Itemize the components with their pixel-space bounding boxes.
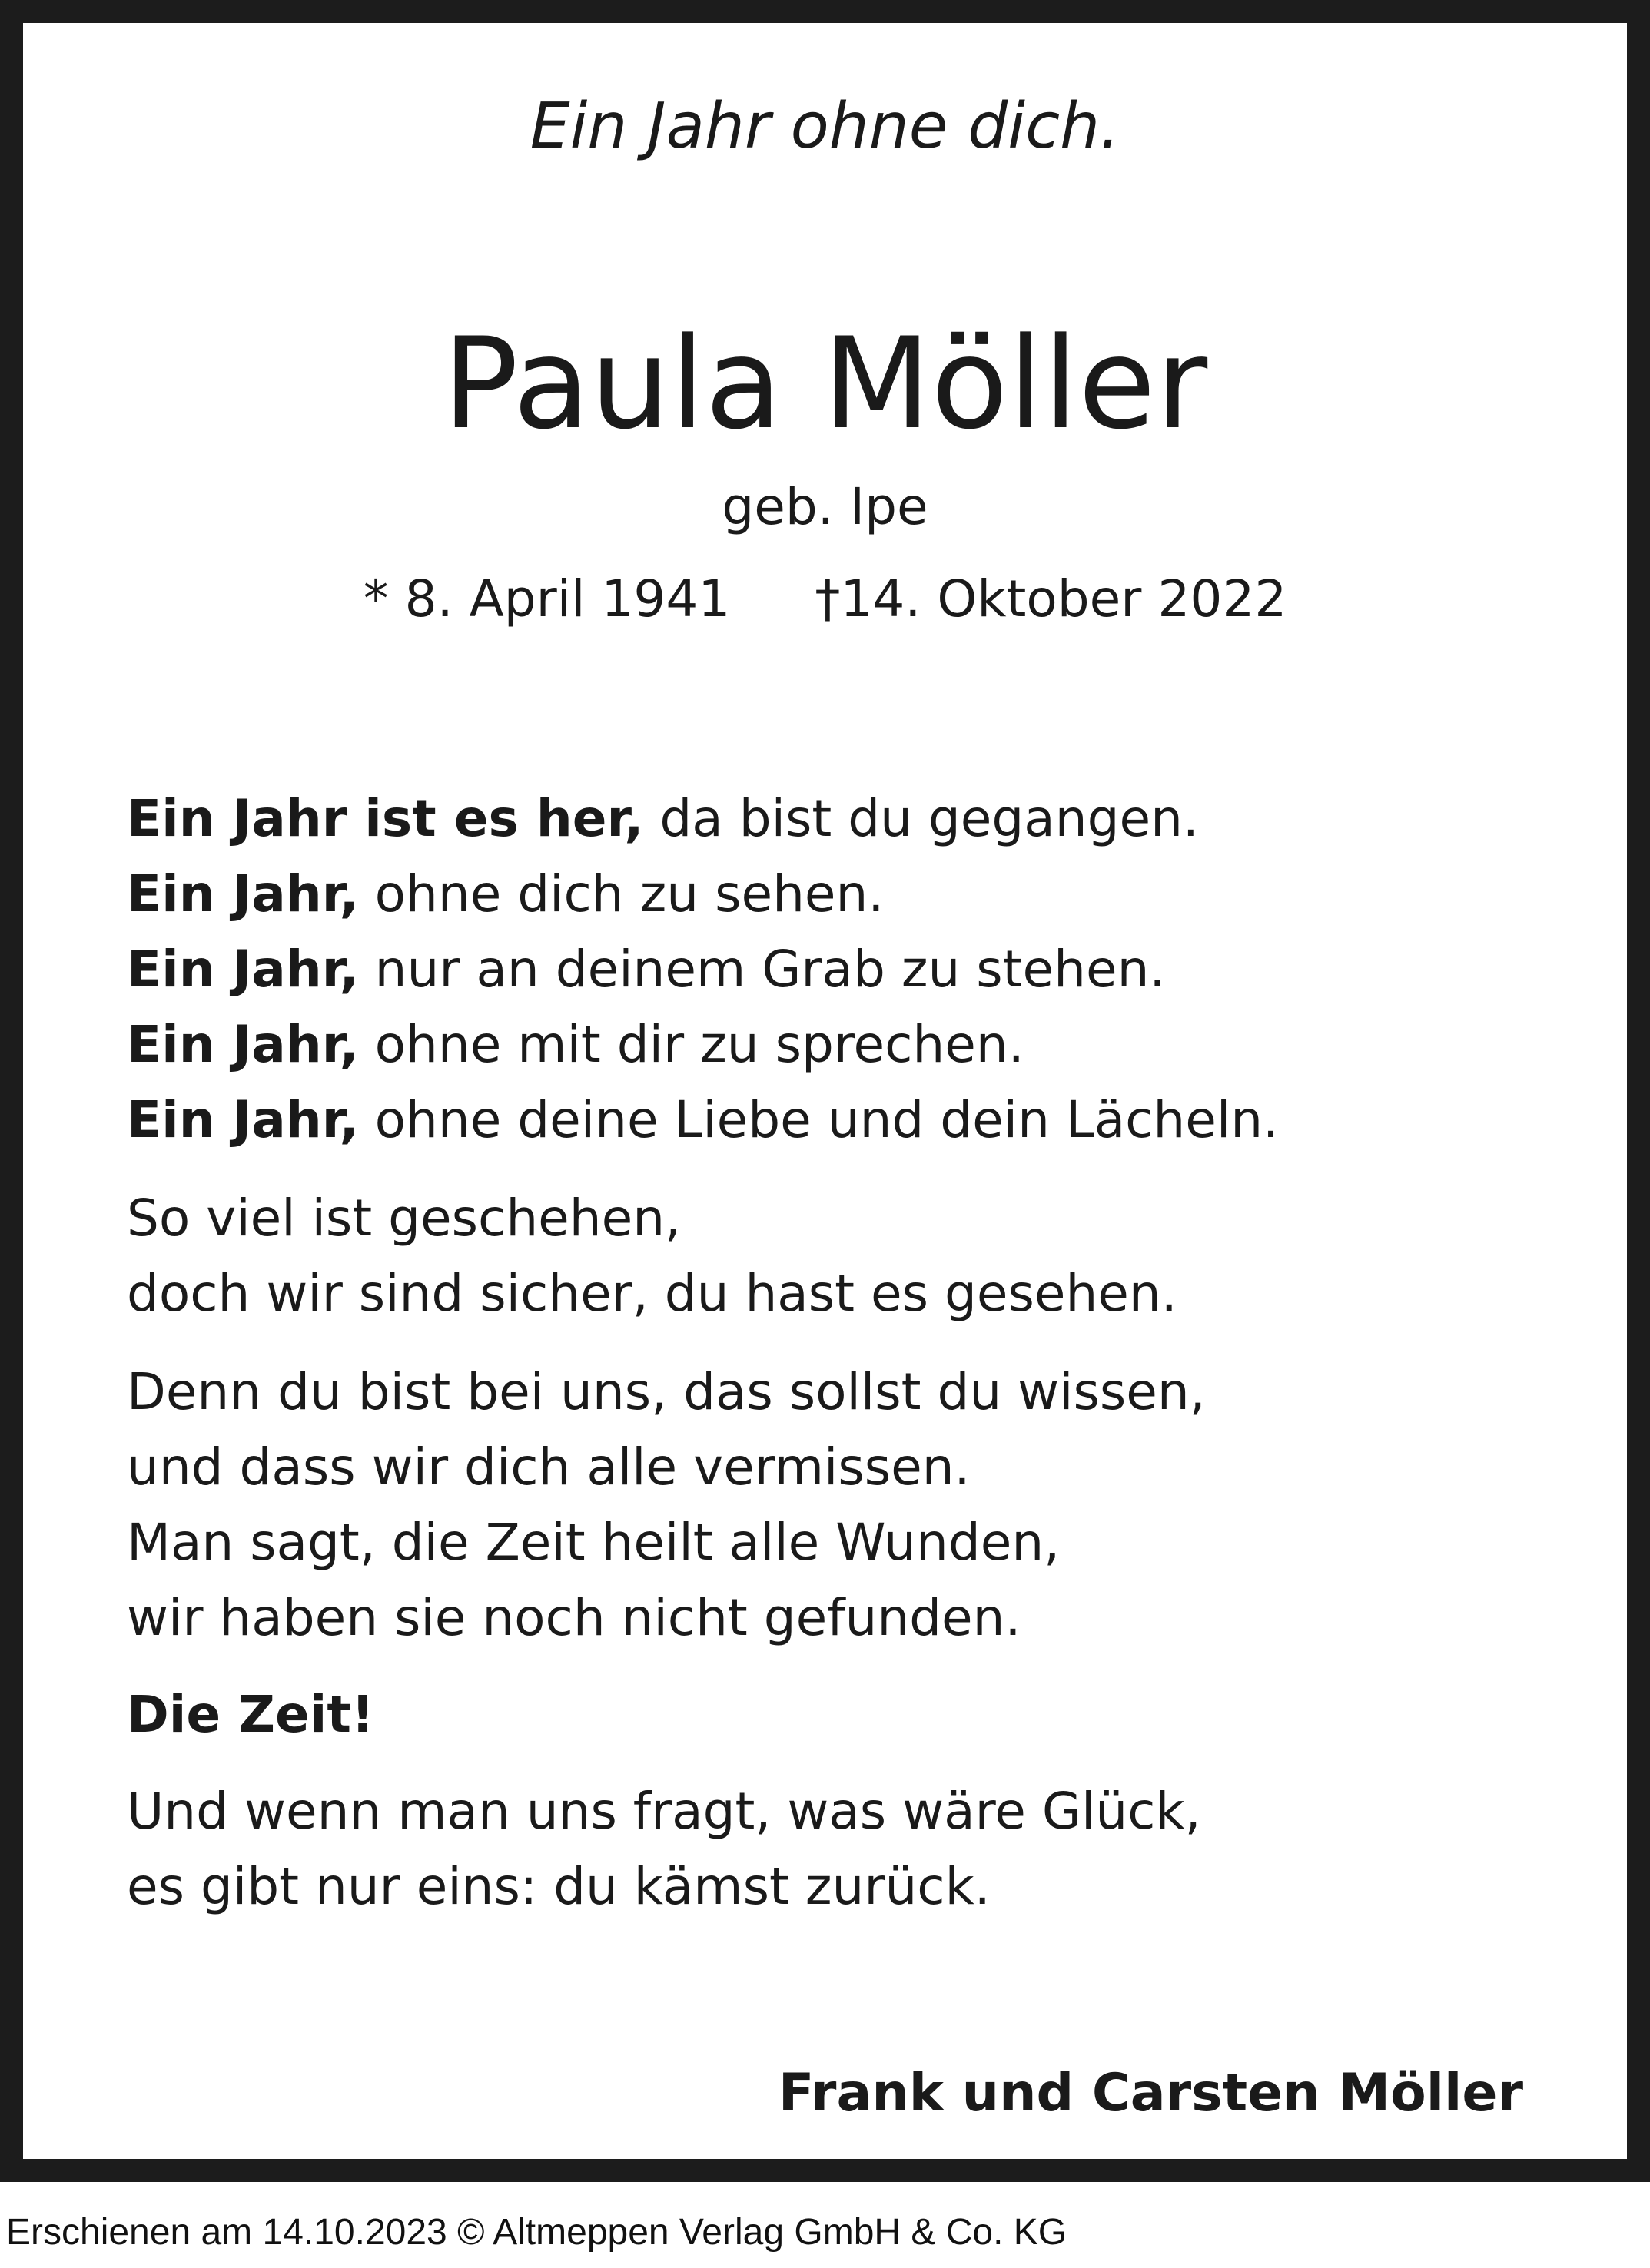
poem-line-text: ohne deine Liebe und dein Lächeln. bbox=[358, 1090, 1280, 1149]
poem-line-emphasis: Die Zeit! bbox=[127, 1685, 375, 1744]
deceased-name: Paula Möller bbox=[442, 310, 1208, 457]
poem-line-emphasis: Ein Jahr, bbox=[127, 864, 359, 923]
poem-line-emphasis: Ein Jahr ist es her, bbox=[127, 789, 644, 848]
death-date: †14. Oktober 2022 bbox=[815, 569, 1287, 628]
poem-line: So viel ist geschehen, bbox=[127, 1189, 682, 1248]
poem-line-text: ohne mit dir zu sprechen. bbox=[358, 1015, 1024, 1074]
poem-line bbox=[127, 781, 1587, 857]
birth-date: * 8. April 1941 bbox=[363, 569, 731, 628]
poem-line-emphasis: Ein Jahr, bbox=[127, 940, 359, 999]
born-name: geb. Ipe bbox=[722, 477, 928, 536]
poem-line bbox=[127, 1083, 1587, 1158]
poem-stanza-2 bbox=[127, 1181, 1587, 1331]
poem bbox=[127, 781, 1587, 1925]
poem-line bbox=[127, 1007, 1587, 1083]
poem-line-text: nur an deinem Grab zu stehen. bbox=[358, 940, 1166, 999]
poem-stanza-3 bbox=[127, 1354, 1587, 1656]
motto-heading: Ein Jahr ohne dich. bbox=[530, 90, 1120, 163]
poem-stanza-5 bbox=[127, 1774, 1587, 1925]
poem-line: doch wir sind sicher, du hast es gesehen. bbox=[127, 1264, 1177, 1323]
poem-line-text: ohne dich zu sehen. bbox=[358, 864, 885, 923]
poem-line: Denn du bist bei uns, das sollst du wissen, bbox=[127, 1362, 1206, 1421]
poem-line: wir haben sie noch nicht gefunden. bbox=[127, 1588, 1021, 1647]
poem-stanza-4 bbox=[127, 1677, 1587, 1752]
life-dates bbox=[23, 565, 1627, 634]
poem-line: es gibt nur eins: du kämst zurück. bbox=[127, 1857, 991, 1916]
poem-stanza-1 bbox=[127, 781, 1587, 1158]
poem-line: Und wenn man uns fragt, was wäre Glück, bbox=[127, 1782, 1201, 1841]
poem-line: Man sagt, die Zeit heilt alle Wunden, bbox=[127, 1513, 1061, 1572]
poem-line-emphasis: Ein Jahr, bbox=[127, 1015, 359, 1074]
publication-footer: Erschienen am 14.10.2023 © Altmeppen Verlag GmbH & Co. KG bbox=[6, 2212, 1067, 2253]
poem-line bbox=[127, 932, 1587, 1007]
poem-line-text: da bist du gegangen. bbox=[643, 789, 1199, 848]
poem-line: und dass wir dich alle vermissen. bbox=[127, 1437, 971, 1497]
signature: Frank und Carsten Möller bbox=[778, 2063, 1523, 2124]
poem-line bbox=[127, 857, 1587, 932]
poem-line-emphasis: Ein Jahr, bbox=[127, 1090, 359, 1149]
